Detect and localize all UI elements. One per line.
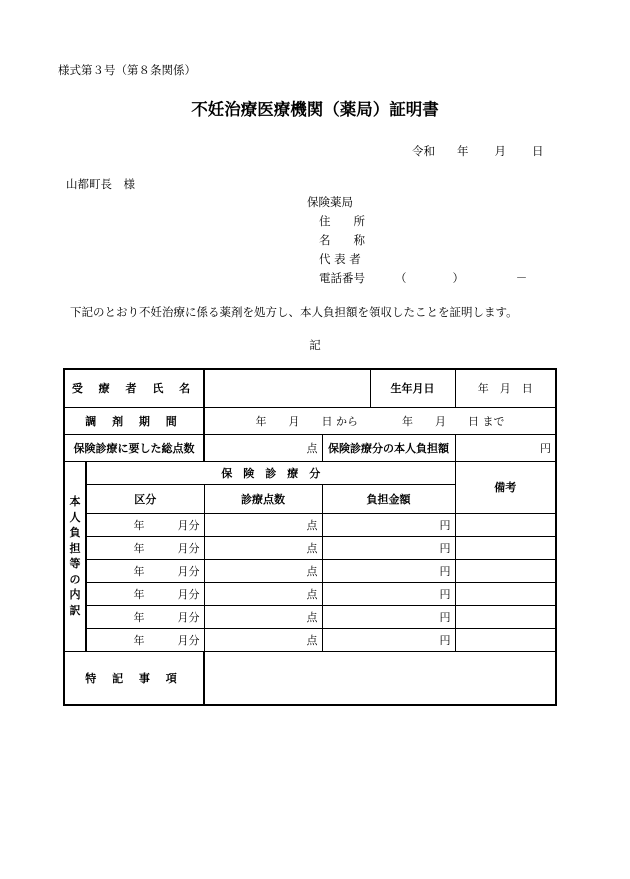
amount-header: 負担金額	[322, 484, 455, 513]
ki-mark: 記	[309, 338, 321, 352]
table-row	[64, 582, 556, 605]
side-char: 内	[69, 588, 81, 601]
representative-label: 代 表 者	[319, 252, 361, 266]
row-amount[interactable]: 円	[322, 513, 455, 536]
row-period[interactable]: 年 月分	[86, 536, 204, 559]
side-char: 負	[69, 526, 81, 539]
row-remarks[interactable]	[455, 559, 556, 582]
remarks-header: 備考	[455, 461, 556, 513]
row-amount[interactable]: 円	[322, 536, 455, 559]
period-label: 調 剤 期 間	[64, 407, 204, 434]
date-year: 年	[457, 144, 469, 158]
date-month: 月	[494, 144, 506, 158]
row-points[interactable]: 点	[204, 605, 322, 628]
total-points-field[interactable]: 点	[204, 434, 322, 461]
phone-format: （ ） －	[395, 271, 528, 285]
self-pay-label: 保険診療分の本人負担額	[322, 434, 455, 461]
row-remarks[interactable]	[455, 513, 556, 536]
issue-date	[412, 143, 544, 159]
page-title: 不妊治療医療機関（薬局）証明書	[191, 100, 439, 119]
side-char: 担	[69, 541, 81, 555]
insurance-header: 保 険 診 療 分	[86, 461, 455, 484]
row-points[interactable]: 点	[204, 536, 322, 559]
patient-name-field[interactable]	[204, 369, 370, 407]
row-amount[interactable]: 円	[322, 559, 455, 582]
side-char: 人	[69, 510, 81, 524]
patient-name-label: 受 療 者 氏 名	[64, 369, 204, 407]
addressee: 山都町長 様	[66, 177, 135, 191]
category-header: 区分	[86, 484, 204, 513]
table-row	[64, 536, 556, 559]
row-remarks[interactable]	[455, 582, 556, 605]
side-char: 訳	[69, 603, 81, 617]
form-number: 様式第３号（第８条関係）	[58, 63, 196, 77]
table-row	[64, 559, 556, 582]
issuer-block	[307, 193, 527, 288]
row-amount[interactable]: 円	[322, 582, 455, 605]
row-amount[interactable]: 円	[322, 628, 455, 651]
table-row	[64, 513, 556, 536]
birthdate-field[interactable]: 年 月 日	[455, 369, 556, 407]
total-points-label: 保険診療に要した総点数	[64, 434, 204, 461]
row-points[interactable]: 点	[204, 559, 322, 582]
row-points[interactable]: 点	[204, 513, 322, 536]
certificate-table	[63, 368, 557, 706]
row-remarks[interactable]	[455, 605, 556, 628]
row-period[interactable]: 年 月分	[86, 628, 204, 651]
birthdate-label: 生年月日	[370, 369, 455, 407]
issuer-heading: 保険薬局	[307, 195, 353, 209]
row-points[interactable]: 点	[204, 628, 322, 651]
side-char: 等	[69, 557, 81, 570]
row-period[interactable]: 年 月分	[86, 513, 204, 536]
certification-statement: 下記のとおり不妊治療に係る薬剤を処方し、本人負担額を領収したことを証明します。	[70, 305, 518, 319]
name-label: 名 称	[319, 233, 365, 247]
table-row	[64, 628, 556, 651]
side-char: の	[69, 572, 81, 586]
row-period[interactable]: 年 月分	[86, 559, 204, 582]
breakdown-side-label	[64, 461, 86, 651]
row-period[interactable]: 年 月分	[86, 582, 204, 605]
row-remarks[interactable]	[455, 628, 556, 651]
side-char: 本	[69, 495, 81, 508]
address-label: 住 所	[319, 214, 365, 228]
period-field[interactable]: 年 月 日 から 年 月 日 まで	[204, 407, 556, 434]
row-period[interactable]: 年 月分	[86, 605, 204, 628]
row-points[interactable]: 点	[204, 582, 322, 605]
table-row	[64, 605, 556, 628]
date-era: 令和	[412, 144, 435, 158]
self-pay-field[interactable]: 円	[455, 434, 556, 461]
special-notes-label: 特 記 事 項	[64, 651, 204, 705]
phone-label: 電話番号	[319, 271, 365, 285]
special-notes-field[interactable]	[204, 651, 556, 705]
points-header: 診療点数	[204, 484, 322, 513]
row-amount[interactable]: 円	[322, 605, 455, 628]
date-day: 日	[532, 144, 544, 158]
row-remarks[interactable]	[455, 536, 556, 559]
